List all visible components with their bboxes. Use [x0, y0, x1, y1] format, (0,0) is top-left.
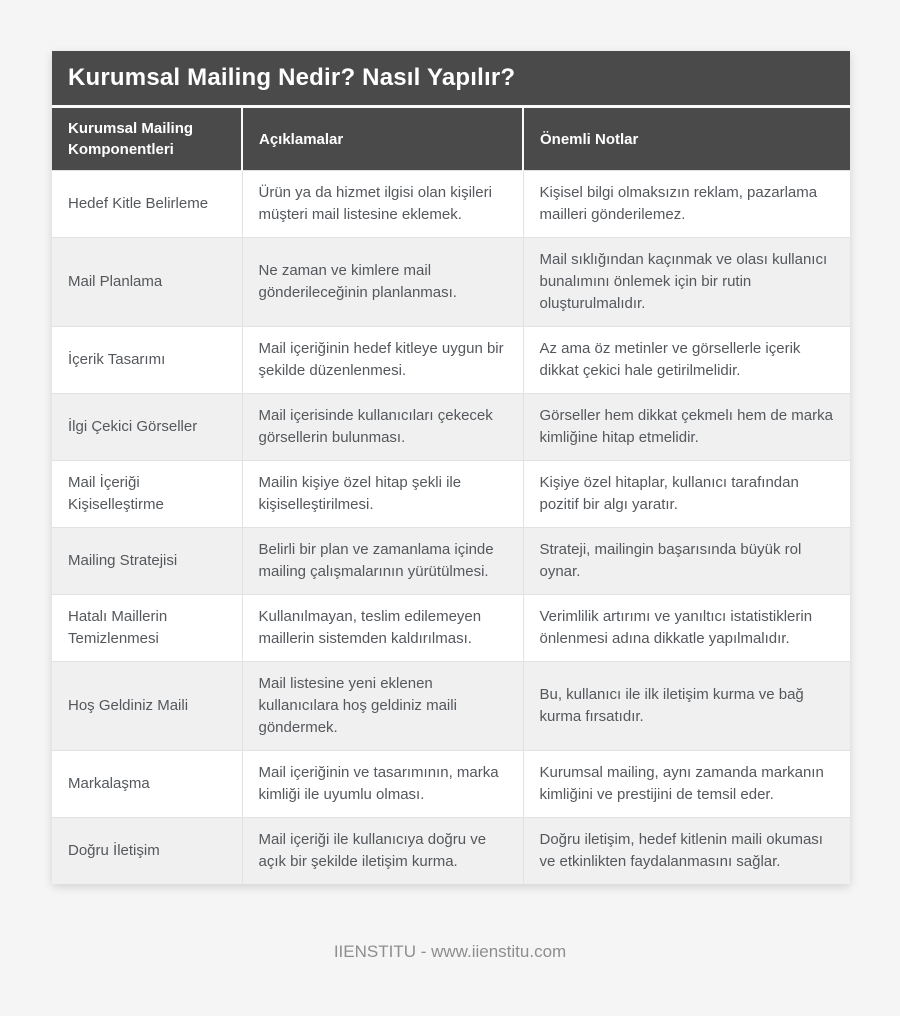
component-cell: Mail İçeriği Kişiselleştirme	[52, 461, 242, 528]
table-row	[52, 238, 850, 327]
table-row	[52, 327, 850, 394]
title-bar	[52, 51, 850, 108]
table-row	[52, 171, 850, 238]
component-cell: Hatalı Maillerin Temizlenmesi	[52, 595, 242, 662]
description-cell: Mail içeriğinin hedef kitleye uygun bir şekilde düzenlenmesi.	[242, 327, 523, 394]
table-row	[52, 461, 850, 528]
component-cell: Hedef Kitle Belirleme	[52, 171, 242, 238]
column-header-components: Kurumsal Mailing Komponentleri	[52, 108, 242, 171]
component-cell: Hoş Geldiniz Maili	[52, 662, 242, 751]
note-cell: Kişiye özel hitaplar, kullanıcı tarafından pozitif bir algı yaratır.	[523, 461, 850, 528]
table-row	[52, 528, 850, 595]
note-cell: Doğru iletişim, hedef kitlenin maili okuması ve etkinlikten faydalanmasını sağlar.	[523, 818, 850, 885]
table-row	[52, 662, 850, 751]
footer-credit: IIENSTITU - www.iienstitu.com	[333, 942, 567, 961]
description-cell: Mail içeriği ile kullanıcıya doğru ve açık bir şekilde iletişim kurma.	[242, 818, 523, 885]
description-cell: Kullanılmayan, teslim edilemeyen maillerin sistemden kaldırılması.	[242, 595, 523, 662]
note-cell: Verimlilik artırımı ve yanıltıcı istatistiklerin önlenmesi adına dikkatle yapılmalıdır.	[523, 595, 850, 662]
mailing-table	[52, 108, 850, 884]
component-cell: Markalaşma	[52, 751, 242, 818]
description-cell: Ne zaman ve kimlere mail gönderileceğinin planlanması.	[242, 238, 523, 327]
note-cell: Az ama öz metinler ve görsellerle içerik dikkat çekici hale getirilmelidir.	[523, 327, 850, 394]
content-card	[52, 51, 850, 884]
column-header-notes: Önemli Notlar	[523, 108, 850, 171]
component-cell: İlgi Çekici Görseller	[52, 394, 242, 461]
table-row	[52, 595, 850, 662]
note-cell: Kurumsal mailing, aynı zamanda markanın kimliğini ve prestijini de temsil eder.	[523, 751, 850, 818]
table-row	[52, 818, 850, 885]
note-cell: Bu, kullanıcı ile ilk iletişim kurma ve bağ kurma fırsatıdır.	[523, 662, 850, 751]
note-cell: Görseller hem dikkat çekmelı hem de marka kimliğine hitap etmelidir.	[523, 394, 850, 461]
description-cell: Mail içeriğinin ve tasarımının, marka kimliği ile uyumlu olması.	[242, 751, 523, 818]
note-cell: Mail sıklığından kaçınmak ve olası kullanıcı bunalımını önlemek için bir rutin oluşturulmalıdır.	[523, 238, 850, 327]
component-cell: İçerik Tasarımı	[52, 327, 242, 394]
page-title: Kurumsal Mailing Nedir? Nasıl Yapılır?	[68, 64, 516, 91]
component-cell: Doğru İletişim	[52, 818, 242, 885]
description-cell: Belirli bir plan ve zamanlama içinde mailing çalışmalarının yürütülmesi.	[242, 528, 523, 595]
description-cell: Ürün ya da hizmet ilgisi olan kişileri müşteri mail listesine eklemek.	[242, 171, 523, 238]
note-cell: Kişisel bilgi olmaksızın reklam, pazarlama mailleri gönderilemez.	[523, 171, 850, 238]
table-row	[52, 394, 850, 461]
table-header-row	[52, 108, 850, 171]
column-header-descriptions: Açıklamalar	[242, 108, 523, 171]
table-body	[52, 171, 850, 885]
note-cell: Strateji, mailingin başarısında büyük rol oynar.	[523, 528, 850, 595]
component-cell: Mailing Stratejisi	[52, 528, 242, 595]
component-cell: Mail Planlama	[52, 238, 242, 327]
description-cell: Mail içerisinde kullanıcıları çekecek görsellerin bulunması.	[242, 394, 523, 461]
table-row	[52, 751, 850, 818]
description-cell: Mailin kişiye özel hitap şekli ile kişiselleştirilmesi.	[242, 461, 523, 528]
description-cell: Mail listesine yeni eklenen kullanıcılara hoş geldiniz maili göndermek.	[242, 662, 523, 751]
